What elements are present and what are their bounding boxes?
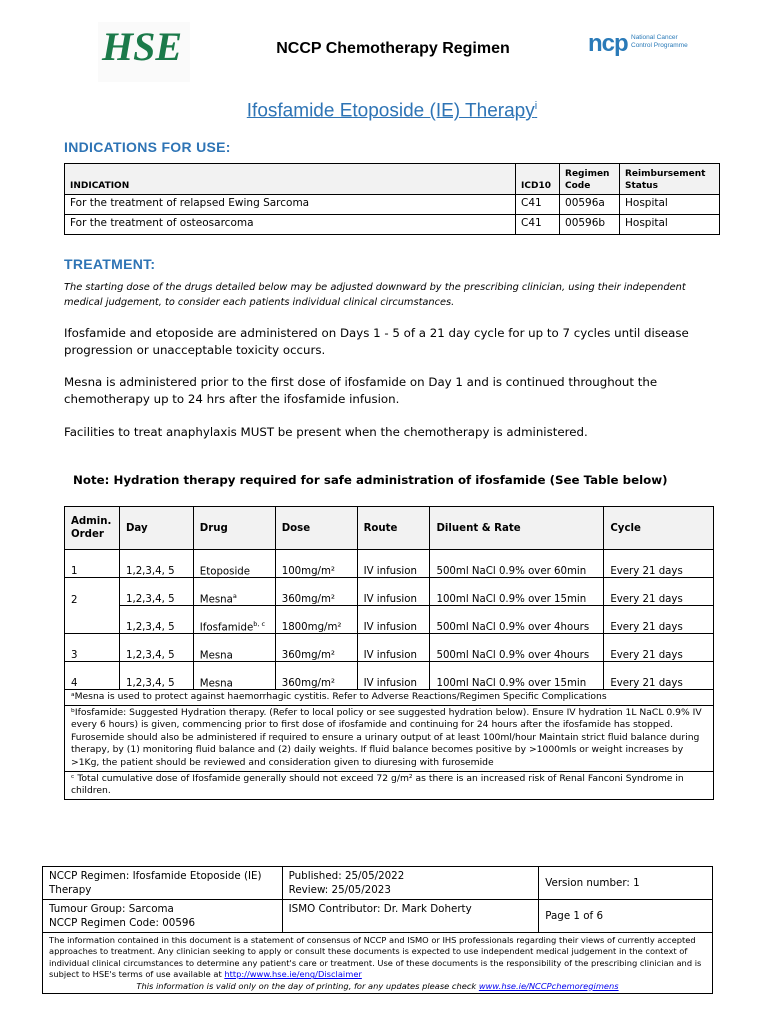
footer-row (43, 867, 713, 900)
route-cell: IV infusion (357, 606, 430, 634)
document-footer (42, 866, 713, 994)
header-title: NCCP Chemotherapy Regimen (276, 40, 510, 57)
diluent-cell: 100ml NaCl 0.9% over 15min (430, 662, 604, 690)
dose-cell: 360mg/m² (275, 578, 357, 606)
drug-footnote-ref: a (232, 591, 237, 600)
footer-ismo-contributor: ISMO Contributor: Dr. Mark Doherty (282, 900, 539, 933)
treatment-paragraph-2: Mesna is administered prior to the first dose of ifosfamide on Day 1 and is continued throughout the chemotherapy up to 24 hrs after the ifosfamide infusion. (64, 375, 658, 406)
footer-page-number: Page 1 of 6 (539, 900, 713, 933)
regimens-link[interactable]: www.hse.ie/NCCPchemoregimens (478, 980, 619, 991)
status-cell: Hospital (620, 215, 720, 235)
table-row (65, 606, 714, 634)
icd10-cell: C41 (516, 215, 560, 235)
footer-row (43, 933, 713, 994)
drug-name: Mesna (199, 594, 233, 605)
nccp-logo-mark: ncp (588, 30, 628, 57)
footnote-row (65, 771, 714, 799)
dose-cell: 360mg/m² (275, 662, 357, 690)
admin-order-cell: 1 (65, 550, 120, 578)
footer-version: Version number: 1 (539, 867, 713, 900)
footer-regimen-name: NCCP Regimen: Ifosfamide Etoposide (IE) Therapy (43, 867, 283, 900)
day-cell: 1,2,3,4, 5 (119, 662, 193, 690)
col-drug: Drug (193, 507, 275, 550)
cycle-cell: Every 21 days (604, 550, 714, 578)
document-title-text: Ifosfamide Etoposide (IE) Therapy (246, 100, 535, 122)
drug-name: Etoposide (199, 566, 251, 577)
route-cell: IV infusion (357, 662, 430, 690)
icd10-cell: C41 (516, 195, 560, 215)
table-row (65, 662, 714, 690)
drug-name: Mesna (199, 650, 233, 661)
footnote-a: ᵃMesna is used to protect against haemorrhagic cystitis. Refer to Adverse Reactions/Regimen Specific Complications (65, 690, 714, 706)
drug-cell (193, 606, 275, 634)
day-cell: 1,2,3,4, 5 (119, 606, 193, 634)
table-row (65, 550, 714, 578)
hse-logo-text: HSE (102, 24, 183, 69)
regimen-table (64, 506, 714, 800)
indications-heading: INDICATIONS FOR USE: (64, 139, 231, 155)
day-cell: 1,2,3,4, 5 (119, 578, 193, 606)
col-admin-order: Admin. Order (65, 507, 120, 550)
indication-cell: For the treatment of osteosarcoma (65, 215, 516, 235)
table-row (65, 634, 714, 662)
admin-order-cell: 3 (65, 634, 120, 662)
footer-tumour (43, 900, 283, 933)
validity-notice (49, 981, 706, 992)
dose-cell: 100mg/m² (275, 550, 357, 578)
route-cell: IV infusion (357, 550, 430, 578)
nccp-logo (588, 30, 698, 70)
footer-regimen-code: NCCP Regimen Code: 00596 (49, 917, 196, 929)
cycle-cell: Every 21 days (604, 634, 714, 662)
table-row (65, 215, 720, 235)
col-day: Day (119, 507, 193, 550)
col-diluent-rate: Diluent & Rate (430, 507, 604, 550)
hydration-note: Note: Hydration therapy required for safe administration of ifosfamide (See Table below) (73, 473, 668, 487)
document-title (0, 100, 768, 122)
indications-table (64, 163, 720, 235)
col-cycle: Cycle (604, 507, 714, 550)
status-cell: Hospital (620, 195, 720, 215)
drug-name: Ifosfamide (199, 622, 254, 633)
table-row (65, 195, 720, 215)
document-title-endnote[interactable]: i (534, 100, 538, 112)
col-icd10: ICD10 (516, 164, 560, 195)
admin-order-cell (65, 606, 120, 634)
footer-disclaimer (43, 933, 713, 994)
nccp-logo-subtitle: National Cancer Control Programme (631, 34, 688, 49)
cycle-cell: Every 21 days (604, 606, 714, 634)
dose-adjustment-note: The starting dose of the drugs detailed below may be adjusted downward by the prescribing clinician, using their independent medical judgement, to consider each patients individual clinical circumstances. (64, 282, 686, 308)
drug-cell (193, 634, 275, 662)
regimen-header-row (65, 507, 714, 550)
col-indication: INDICATION (65, 164, 516, 195)
treatment-heading: TREATMENT: (64, 256, 156, 272)
footer-row (43, 900, 713, 933)
footer-published: Published: 25/05/2022 (288, 870, 405, 882)
footer-tumour-group: Tumour Group: Sarcoma (49, 903, 174, 915)
admin-order-cell: 4 (65, 662, 120, 690)
drug-cell (193, 578, 275, 606)
col-dose: Dose (275, 507, 357, 550)
indication-cell: For the treatment of relapsed Ewing Sarcoma (65, 195, 516, 215)
disclaimer-text: The information contained in this document is a statement of consensus of NCCP and ISMO or IHS professionals regarding their views of currently accepted approaches to treatment. Any clinician seeking to apply or consult these documents is expected to use independent medical judgement in the context of individual clinical circumstances to determine any patient's care or treatment. Use of these documents is the responsibility of the prescribing clinician and is subject to HSE's terms of use available at (49, 935, 702, 980)
table-row (65, 578, 714, 606)
footnote-row (65, 690, 714, 706)
route-cell: IV infusion (357, 578, 430, 606)
footer-dates (282, 867, 539, 900)
indications-header-row (65, 164, 720, 195)
col-regimen-code: Regimen Code (560, 164, 620, 195)
drug-name: Mesna (199, 678, 233, 689)
cycle-cell: Every 21 days (604, 662, 714, 690)
cycle-cell: Every 21 days (604, 578, 714, 606)
disclaimer-link[interactable]: http://www.hse.ie/eng/Disclaimer (224, 969, 362, 980)
day-cell: 1,2,3,4, 5 (119, 550, 193, 578)
diluent-cell: 500ml NaCl 0.9% over 4hours (430, 606, 604, 634)
drug-footnote-ref: b, c (253, 619, 266, 628)
treatment-paragraph-3: Facilities to treat anaphylaxis MUST be present when the chemotherapy is administered. (64, 425, 588, 439)
admin-order-cell: 2 (65, 578, 120, 606)
col-reimbursement-status: Reimbursement Status (620, 164, 720, 195)
footnote-b: ᵇIfosfamide: Suggested Hydration therapy. (Refer to local policy or see suggested hydration below). Ensure IV hydration 1L NaCL 0.9% IV every 6 hours) is given, commencing prior to first dose of ifosfamide and continuing for 24 hours after the ifosfamide has stopped. Furosemide should also be administered if required to ensure a urinary output of at least 100ml/hour Maintain strict fluid balance during therapy, by (1) monitoring fluid balance and (2) daily weights. If fluid balance becomes positive by >1000mls or weight increases by >1Kg, the patient should be reviewed and consideration given to diuresing with furosemide (65, 705, 714, 771)
treatment-paragraph-1: Ifosfamide and etoposide are administered on Days 1 - 5 of a 21 day cycle for up to 7 cycles until disease progression or unacceptable toxicity occurs. (64, 326, 689, 357)
drug-cell (193, 550, 275, 578)
footer-review: Review: 25/05/2023 (288, 884, 391, 896)
regimen-code-cell: 00596a (560, 195, 620, 215)
footnote-row (65, 705, 714, 771)
day-cell: 1,2,3,4, 5 (119, 634, 193, 662)
diluent-cell: 100ml NaCl 0.9% over 15min (430, 578, 604, 606)
dose-cell: 1800mg/m² (275, 606, 357, 634)
dose-cell: 360mg/m² (275, 634, 357, 662)
footnote-c: ᶜ Total cumulative dose of Ifosfamide generally should not exceed 72 g/m² as there is an increased risk of Renal Fanconi Syndrome in children. (65, 771, 714, 799)
drug-cell (193, 662, 275, 690)
regimen-code-cell: 00596b (560, 215, 620, 235)
route-cell: IV infusion (357, 634, 430, 662)
col-route: Route (357, 507, 430, 550)
validity-text: This information is valid only on the day of printing, for any updates please check (136, 980, 477, 991)
diluent-cell: 500ml NaCl 0.9% over 4hours (430, 634, 604, 662)
diluent-cell: 500ml NaCl 0.9% over 60min (430, 550, 604, 578)
